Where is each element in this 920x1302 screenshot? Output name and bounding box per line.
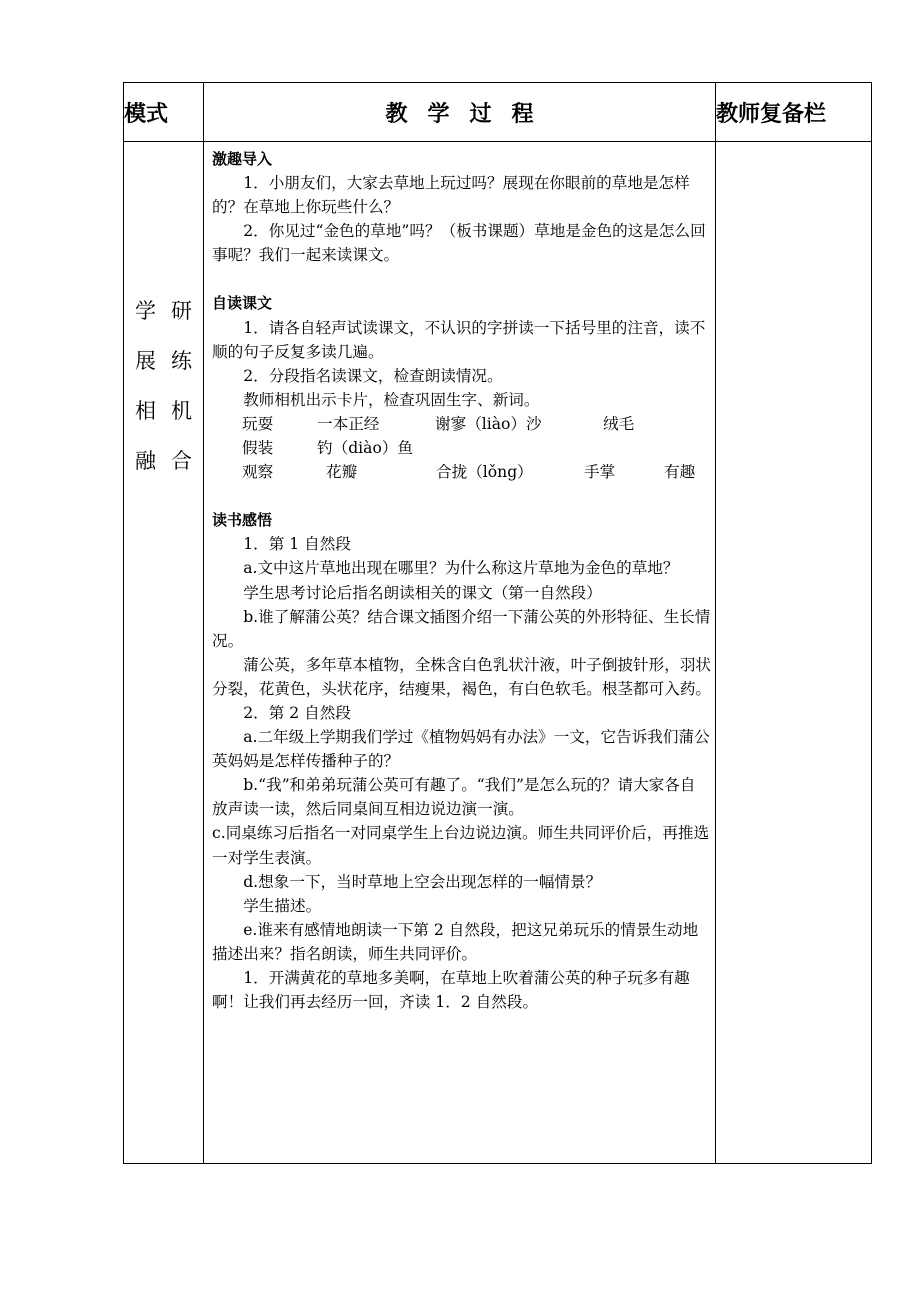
paragraph: 1．请各自轻声试读课文，不认识的字拼读一下括号里的注音，读不顺的句子反复多读几遍。: [212, 318, 706, 361]
vocab-word: 一本正经: [317, 414, 380, 433]
paragraph: a.二年级上学期我们学过《植物妈妈有办法》一文，它告诉我们蒲公英妈妈是怎样传播种子的？: [212, 728, 710, 771]
paragraph: 1．开满黄花的草地多美啊，在草地上吹着蒲公英的种子玩多有趣啊！让我们再去经历一回，齐读 1．2 自然段。: [212, 969, 690, 1012]
mode-char: 学: [135, 299, 156, 323]
vocab-word: 有趣: [664, 463, 696, 482]
vocab-row: [212, 436, 711, 460]
table-header-row: [124, 83, 872, 142]
process-header-char: 过: [469, 100, 492, 127]
paragraph: 1．第 1 自然段: [243, 535, 351, 554]
vocab-word: 合拢（lǒng）: [436, 463, 533, 482]
paragraph: 2．第 2 自然段: [243, 703, 351, 722]
process-header-char: 教: [385, 100, 408, 127]
paragraph: b.谁了解蒲公英？结合课文插图介绍一下蒲公英的外形特征、生长情况。: [212, 607, 711, 650]
paragraph: 学生思考讨论后指名朗读相关的课文（第一自然段）: [243, 583, 602, 602]
paragraph: 2．你见过“金色的草地”吗？（板书课题）草地是金色的这是怎么回事呢？我们一起来读课文。: [212, 222, 706, 265]
paragraph: 学生描述。: [243, 896, 322, 915]
mode-char: 相: [135, 399, 156, 423]
vocab-row: [212, 412, 711, 436]
vocab-word: 手掌: [584, 463, 616, 482]
process-header: [204, 83, 716, 142]
paragraph: b.“我”和弟弟玩蒲公英可有趣了。“我们”是怎么玩的？请大家各自放声读一读，然后同桌间互相边说边演一演。: [212, 776, 696, 819]
paragraph: c.同桌练习后指名一对同桌学生上台边说边演。师生共同评价后，再推选一对学生表演。: [212, 824, 710, 867]
mode-char: 合: [171, 449, 192, 473]
mode-char: 研: [171, 299, 192, 323]
lesson-plan-table: [123, 82, 872, 1164]
paragraph: 蒲公英，多年草本植物，全株含白色乳状汁液，叶子倒披针形，羽状分裂，花黄色，头状花序，结瘦果，褐色，有白色软毛。根茎都可入药。: [212, 655, 712, 698]
section-title-intro: 激趣导入: [212, 150, 273, 168]
mode-column-text: [124, 296, 203, 496]
vocab-word: 钓（diào）鱼: [317, 439, 414, 458]
paragraph: d.想象一下，当时草地上空会出现怎样的一幅情景？: [243, 872, 602, 891]
vocab-word: 花瓣: [326, 463, 358, 482]
mode-char: 练: [171, 349, 192, 373]
section-title-reading: 读书感悟: [212, 511, 273, 530]
mode-char: 展: [135, 349, 156, 373]
paragraph: 1．小朋友们，大家去草地上玩过吗？展现在你眼前的草地是怎样的？在草地上你玩些什么？: [212, 174, 690, 217]
teacher-notes-cell: [716, 142, 872, 1164]
teacher-notes-header: 教师复备栏: [716, 83, 872, 142]
mode-char: 机: [171, 399, 192, 423]
mode-header: 模式: [124, 83, 204, 142]
vocab-word: 观察: [242, 463, 274, 482]
process-header-char: 程: [511, 100, 534, 127]
process-cell: [204, 142, 716, 1164]
paragraph: 教师相机出示卡片，检查巩固生字、新词。: [243, 390, 540, 409]
table-body-row: [124, 142, 872, 1164]
paragraph: a.文中这片草地出现在哪里？为什么称这片草地为金色的草地？: [243, 559, 679, 578]
process-header-char: 学: [427, 100, 450, 127]
vocab-word: 谢寥（liào）沙: [435, 414, 542, 433]
vocab-word: 绒毛: [603, 414, 635, 433]
paragraph: 2．分段指名读课文，检查朗读情况。: [243, 366, 503, 385]
paragraph: e.谁来有感情地朗读一下第 2 自然段，把这兄弟玩乐的情景生动地描述出来？指名朗读，师生共同评价。: [212, 920, 699, 963]
vocab-word: 假装: [242, 439, 274, 458]
vocab-word: 玩耍: [242, 414, 274, 433]
vocab-row: [212, 460, 711, 484]
section-title-self-read: 自读课文: [212, 294, 273, 313]
mode-cell: [124, 142, 204, 1164]
mode-char: 融: [135, 449, 156, 473]
